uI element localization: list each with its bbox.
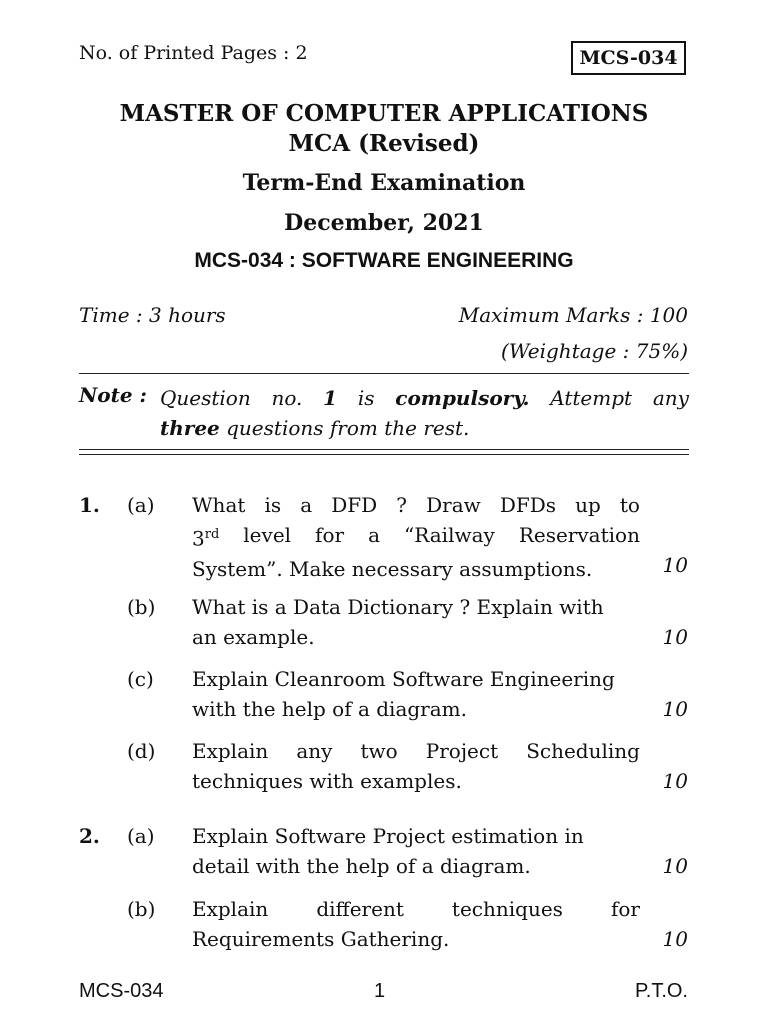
- footer-paper-code: MCS-034: [79, 980, 164, 1002]
- time-allowed: Time : 3 hours: [79, 303, 226, 327]
- marks: 10: [662, 769, 688, 793]
- text-line: Explain Cleanroom Software Engineering: [192, 667, 615, 691]
- divider-rule: [79, 449, 689, 450]
- divider-rule: [79, 454, 689, 455]
- note-text: [160, 383, 689, 443]
- word: to: [619, 493, 640, 517]
- text-line: [192, 490, 640, 520]
- note-word: any: [652, 386, 689, 410]
- note-word: three: [160, 416, 220, 440]
- word: 3rd: [192, 526, 220, 551]
- text-line: with the help of a diagram.: [192, 697, 467, 721]
- program-subtitle: MCA (Revised): [288, 130, 480, 157]
- exam-date: December, 2021: [284, 210, 484, 236]
- question-number: 2.: [79, 824, 100, 848]
- note-word: 1: [323, 386, 338, 410]
- word: “Railway: [404, 523, 495, 547]
- word: a: [368, 523, 380, 547]
- divider-rule: [79, 373, 689, 374]
- word: Scheduling: [526, 739, 640, 763]
- note-word: no.: [271, 386, 303, 410]
- note-word: Attempt: [550, 386, 633, 410]
- part-text: [192, 490, 640, 584]
- text-line: techniques with examples.: [192, 769, 462, 793]
- marks: 10: [662, 625, 688, 649]
- text-line: an example.: [192, 625, 315, 649]
- part-text: [192, 664, 640, 724]
- marks: 10: [662, 553, 688, 577]
- text-line: [192, 736, 640, 766]
- maximum-marks: Maximum Marks : 100: [458, 303, 688, 327]
- note-line-1: [160, 383, 689, 413]
- part-text: [192, 821, 640, 881]
- word: is: [264, 493, 282, 517]
- text-line: Explain Software Project estimation in: [192, 824, 584, 848]
- paper-code-box: MCS-034: [571, 41, 686, 75]
- word: any: [296, 739, 333, 763]
- word: ?: [396, 493, 408, 517]
- text-line: detail with the help of a diagram.: [192, 854, 531, 878]
- note-word: Question: [160, 386, 251, 410]
- word: for: [610, 897, 640, 921]
- printed-pages: No. of Printed Pages : 2: [79, 42, 308, 64]
- text-line: System”. Make necessary assumptions.: [192, 556, 593, 581]
- word: Explain: [192, 897, 269, 921]
- part-text: [192, 894, 640, 954]
- word: DFD: [331, 493, 378, 517]
- part-label: (a): [127, 824, 155, 848]
- note-word: is: [357, 386, 375, 410]
- part-label: (b): [127, 595, 156, 619]
- part-label: (d): [127, 739, 156, 763]
- note-word: compulsory.: [395, 386, 530, 410]
- program-title: MASTER OF COMPUTER APPLICATIONS: [119, 100, 649, 127]
- word: DFDs: [499, 493, 557, 517]
- text-line: Requirements Gathering.: [192, 927, 450, 951]
- part-text: [192, 736, 640, 796]
- word: Draw: [426, 493, 481, 517]
- course-title: MCS-034 : SOFTWARE ENGINEERING: [194, 249, 574, 272]
- text-line: [192, 520, 640, 554]
- text-line: [192, 894, 640, 924]
- part-text: [192, 592, 640, 652]
- marks: 10: [662, 927, 688, 951]
- word: for: [315, 523, 345, 547]
- marks: 10: [662, 697, 688, 721]
- word: a: [300, 493, 313, 517]
- marks: 10: [662, 854, 688, 878]
- word: different: [316, 897, 404, 921]
- word: techniques: [451, 897, 563, 921]
- part-label: (a): [127, 493, 155, 517]
- part-label: (b): [127, 897, 156, 921]
- text-line: What is a Data Dictionary ? Explain with: [192, 595, 604, 619]
- footer-pto: P.T.O.: [635, 980, 688, 1002]
- note-word: questions from the rest.: [219, 416, 470, 440]
- note-label: Note :: [79, 383, 147, 407]
- word: two: [360, 739, 398, 763]
- note-line-2: [160, 413, 689, 443]
- footer-page-number: 1: [374, 980, 386, 1002]
- word: Explain: [192, 739, 269, 763]
- word: Reservation: [518, 523, 640, 547]
- word: What: [192, 493, 246, 517]
- word: up: [575, 493, 601, 517]
- question-number: 1.: [79, 493, 100, 517]
- exam-type: Term-End Examination: [242, 170, 526, 196]
- part-label: (c): [127, 667, 154, 691]
- word: Project: [425, 739, 499, 763]
- word: level: [243, 523, 292, 547]
- weightage: (Weightage : 75%): [501, 339, 688, 363]
